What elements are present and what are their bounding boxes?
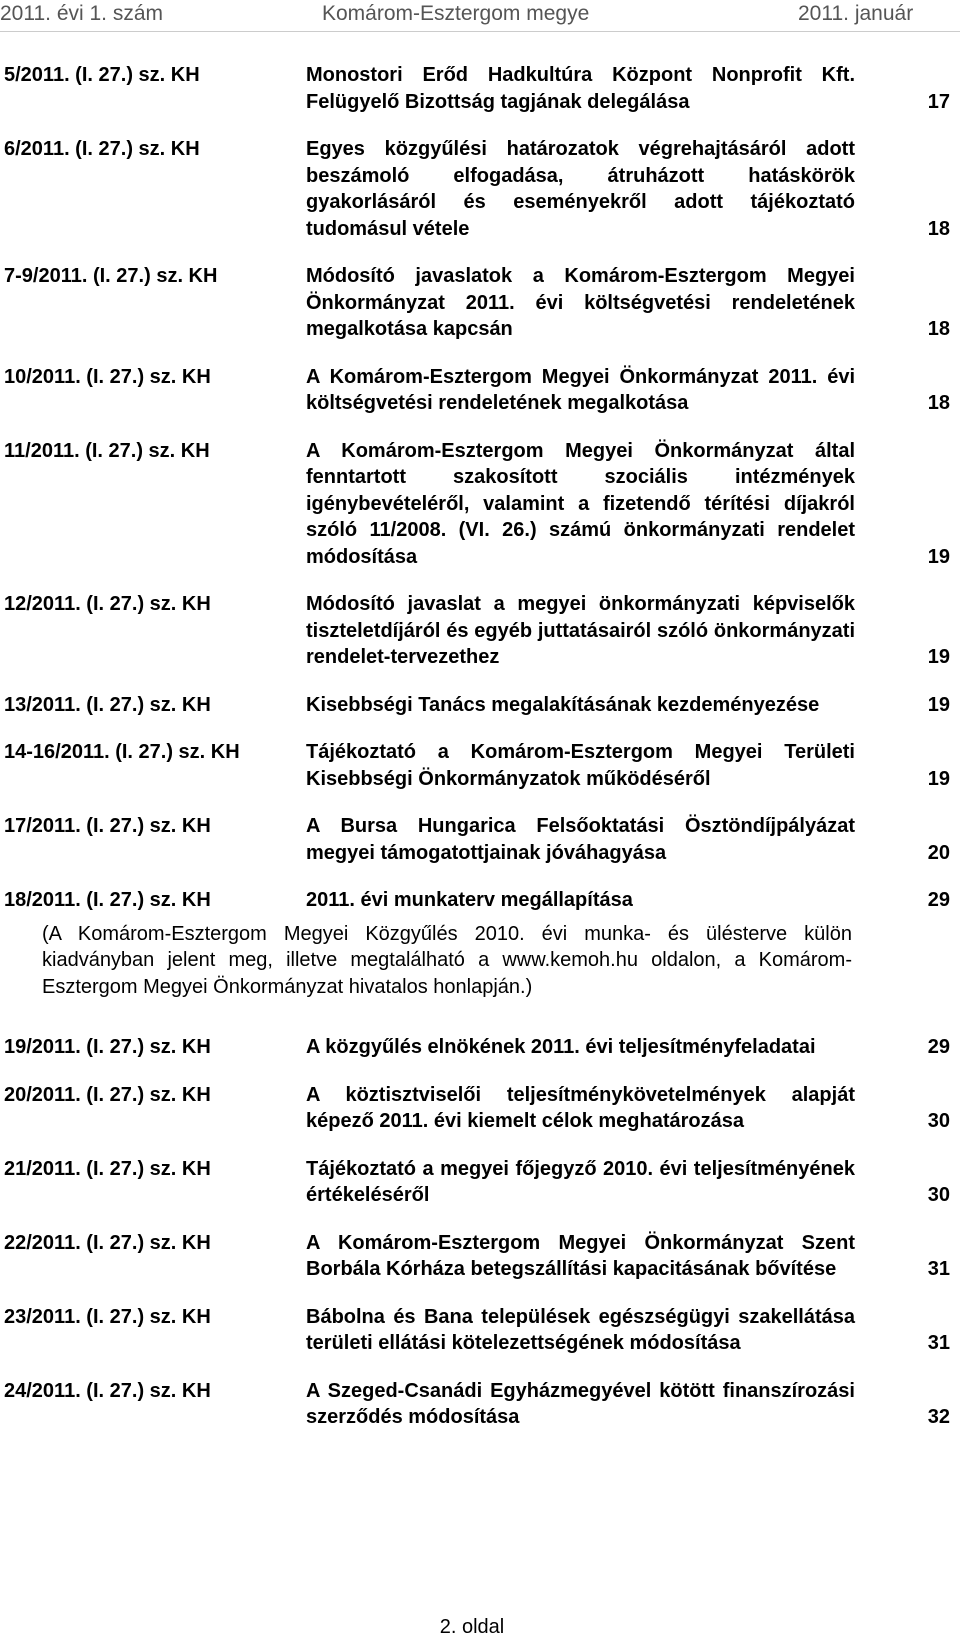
toc-entry: [0, 1156, 960, 1209]
page-number: 31: [927, 1332, 950, 1354]
resolution-title: Módosító javaslatok a Komárom-Esztergom Megyei Önkormányzat 2011. évi költségvetési rendeletének megalkotása kapcsán: [306, 265, 855, 340]
toc-entry: [0, 263, 960, 343]
resolution-number: 10/2011. (I. 27.) sz. KH: [4, 365, 211, 388]
toc-entry: [0, 364, 960, 417]
page-number: 32: [927, 1406, 950, 1428]
page-footer: [0, 1616, 960, 1639]
resolution-number: 7-9/2011. (I. 27.) sz. KH: [4, 265, 218, 287]
resolution-number: 18/2011. (I. 27.) sz. KH: [4, 889, 211, 911]
resolution-title: Tájékoztató a Komárom-Esztergom Megyei Területi Kisebbségi Önkormányzatok működéséről: [306, 741, 855, 790]
resolution-number: 6/2011. (I. 27.) sz. KH: [4, 138, 200, 160]
header-county: Komárom-Esztergom megye: [322, 2, 590, 25]
header-rule: [0, 31, 960, 32]
resolution-number: 17/2011. (I. 27.) sz. KH: [4, 815, 211, 837]
resolution-title: A köztisztviselői teljesítménykövetelmények alapját képező 2011. évi kiemelt célok meghatározása: [306, 1083, 855, 1132]
header-issue: 2011. évi 1. szám: [0, 2, 164, 25]
resolution-number: 21/2011. (I. 27.) sz. KH: [4, 1157, 211, 1180]
page-number: 17: [927, 90, 950, 113]
page-number: 18: [927, 318, 950, 340]
toc-entry: [0, 591, 960, 671]
toc-entry: [0, 1378, 960, 1431]
resolution-number: 23/2011. (I. 27.) sz. KH: [4, 1305, 211, 1328]
resolution-number: 19/2011. (I. 27.) sz. KH: [4, 1036, 211, 1058]
resolution-number: 14-16/2011. (I. 27.) sz. KH: [4, 741, 240, 763]
page-number: 19: [927, 545, 950, 568]
page-number: 20: [927, 841, 950, 864]
resolution-title: Kisebbségi Tanács megalakításának kezdeményezése: [306, 693, 820, 716]
resolution-number: 20/2011. (I. 27.) sz. KH: [4, 1083, 211, 1106]
toc-entry: [0, 1230, 960, 1283]
page-number: 18: [927, 217, 950, 240]
page-number: 30: [927, 1110, 950, 1132]
toc-entry: [0, 62, 960, 115]
toc-entry: [0, 438, 960, 571]
resolution-title: A Szeged-Csanádi Egyházmegyével kötött finanszírozási szerződés módosítása: [306, 1379, 855, 1428]
resolution-number: 5/2011. (I. 27.) sz. KH: [4, 64, 200, 86]
page-number: 31: [927, 1258, 950, 1280]
resolution-title: A Komárom-Esztergom Megyei Önkormányzat 2011. évi költségvetési rendeletének megalkotása: [306, 365, 855, 414]
resolution-number: 24/2011. (I. 27.) sz. KH: [4, 1379, 211, 1402]
resolution-title: A közgyűlés elnökének 2011. évi teljesítményfeladatai: [306, 1036, 816, 1058]
header-date: 2011. január: [798, 2, 914, 25]
resolution-number: 12/2011. (I. 27.) sz. KH: [4, 593, 211, 615]
resolution-title: 2011. évi munkaterv megállapítása: [306, 889, 633, 911]
table-of-contents: [0, 62, 960, 1452]
resolution-title: A Komárom-Esztergom Megyei Önkormányzat Szent Borbála Kórháza betegszállítási kapacitásának bővítése: [306, 1231, 855, 1280]
work-plan-note: (A Komárom-Esztergom Megyei Közgyűlés 2010. évi munka- és ülésterve külön kiadványban jelent meg, illetve megtalálható a www.kemoh.hu oldalon, a Komárom-Esztergom Megyei Önkormányzat hivatalos honlapján.): [42, 922, 852, 998]
page-number: 19: [927, 646, 950, 668]
footer-page-label: 2. oldal: [439, 1616, 505, 1638]
resolution-title: A Bursa Hungarica Felsőoktatási Ösztöndíjpályázat megyei támogatottjainak jóváhagyása: [306, 815, 855, 864]
toc-entry: [0, 887, 960, 914]
resolution-title: Bábolna és Bana települések egészségügyi szakellátása területi ellátási kötelezettségének módosítása: [306, 1305, 855, 1354]
page-number: 19: [927, 767, 950, 790]
resolution-title: Egyes közgyűlési határozatok végrehajtásáról adott beszámoló elfogadása, átruházott hatáskörök gyakorlásáról és eseményekről adott tájékoztató tudomásul vétele: [306, 138, 855, 240]
page-number: 18: [927, 392, 950, 414]
resolution-title: A Komárom-Esztergom Megyei Önkormányzat által fenntartott szakosított szociális intézmények igénybevételéről, valamint a fizetendő térítési díjakról szóló 11/2008. (VI. 26.) számú önkormányzati rendelet módosítása: [306, 439, 855, 568]
page-number: 29: [927, 1036, 950, 1058]
page-number: 29: [927, 889, 950, 911]
toc-entry: [0, 739, 960, 792]
toc-entry: [0, 1082, 960, 1135]
toc-entry: [0, 136, 960, 242]
resolution-number: 13/2011. (I. 27.) sz. KH: [4, 693, 211, 716]
page-number: 19: [927, 693, 950, 716]
toc-entry: [0, 1034, 960, 1061]
toc-entry: [0, 813, 960, 866]
running-header: [0, 2, 960, 32]
resolution-number: 22/2011. (I. 27.) sz. KH: [4, 1231, 211, 1254]
resolution-title: Módosító javaslat a megyei önkormányzati képviselők tiszteletdíjáról és egyéb juttatásairól szóló önkormányzati rendelet-tervezethez: [306, 593, 855, 668]
toc-entry: [0, 692, 960, 719]
resolution-title: Monostori Erőd Hadkultúra Központ Nonprofit Kft. Felügyelő Bizottság tagjának delegálása: [306, 64, 855, 113]
resolution-title: Tájékoztató a megyei főjegyző 2010. évi teljesítményének értékeléséről: [306, 1157, 855, 1206]
toc-entry: [0, 1304, 960, 1357]
resolution-number: 11/2011. (I. 27.) sz. KH: [4, 439, 210, 462]
page-number: 30: [927, 1184, 950, 1206]
